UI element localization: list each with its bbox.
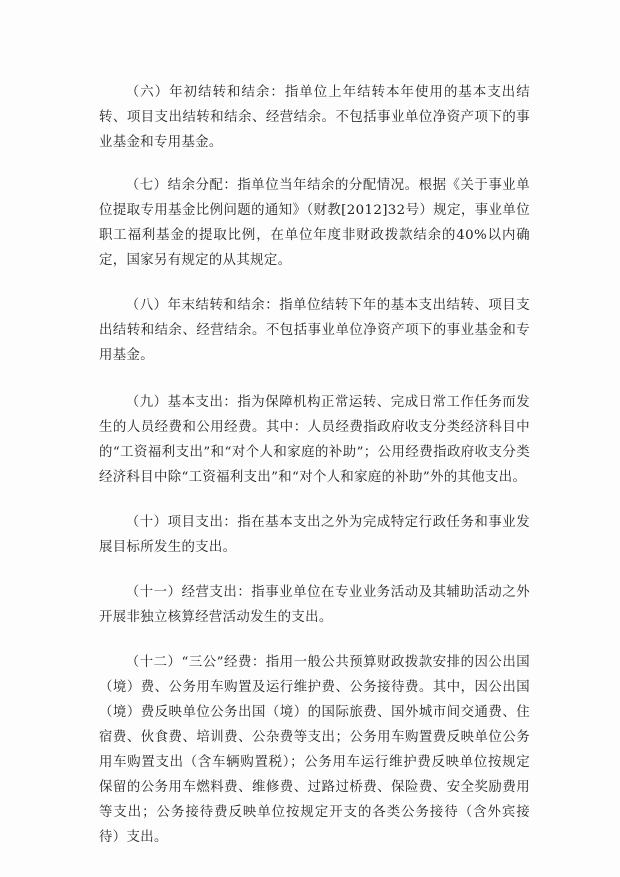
document-body bbox=[99, 80, 530, 868]
paragraph-annual-carryover-beginning: （六）年初结转和结余：指单位上年结转本年使用的基本支出结转、项目支出结转和结余、经营结余。不包括事业单位净资产项下的事业基金和专用基金。 bbox=[99, 85, 530, 150]
paragraph-three-public-expenses: （十二）“三公”经费：指用一般公共预算财政拨款安排的因公出国（境）费、公务用车购置及运行维护费、公务接待费。其中，因公出国（境）费反映单位公务出国（境）的国际旅费、国外城市间交通费、住宿费、伙食费、培训费、公杂费等支出；公务用车购置费反映单位公务用车购置支出（含车辆购置税）；公务用车运行维护费反映单位按规定保留的公务用车燃料费、维修费、过路过桥费、保险费、安全奖励费用等支出；公务接待费反映单位按规定开支的各类公务接待（含外宾接待）支出。 bbox=[99, 655, 530, 845]
paragraph-business-expenditure: （十一）经营支出：指事业单位在专业业务活动及其辅助活动之外开展非独立核算经营活动发生的支出。 bbox=[99, 585, 530, 625]
paragraph-project-expenditure: （十）项目支出：指在基本支出之外为完成特定行政任务和事业发展目标所发生的支出。 bbox=[99, 515, 530, 555]
paragraph-basic-expenditure: （九）基本支出：指为保障机构正常运转、完成日常工作任务而发生的人员经费和公用经费。其中：人员经费指政府收支分类经济科目中的“工资福利支出”和“对个人和家庭的补助”；公用经费指政府收支分类经济科目中除“工资福利支出”和“对个人和家庭的补助”外的其他支出。 bbox=[99, 395, 530, 485]
paragraph-annual-carryover-end: （八）年末结转和结余：指单位结转下年的基本支出结转、项目支出结转和结余、经营结余。不包括事业单位净资产项下的事业基金和专用基金。 bbox=[99, 298, 530, 363]
paragraph-surplus-distribution: （七）结余分配：指单位当年结余的分配情况。根据《关于事业单位提取专用基金比例问题的通知》（财教[2012]32号）规定，事业单位职工福利基金的提取比例，在单位年度非财政拨款结余的40%以内确定，国家另有规定的从其规定。 bbox=[99, 178, 530, 268]
